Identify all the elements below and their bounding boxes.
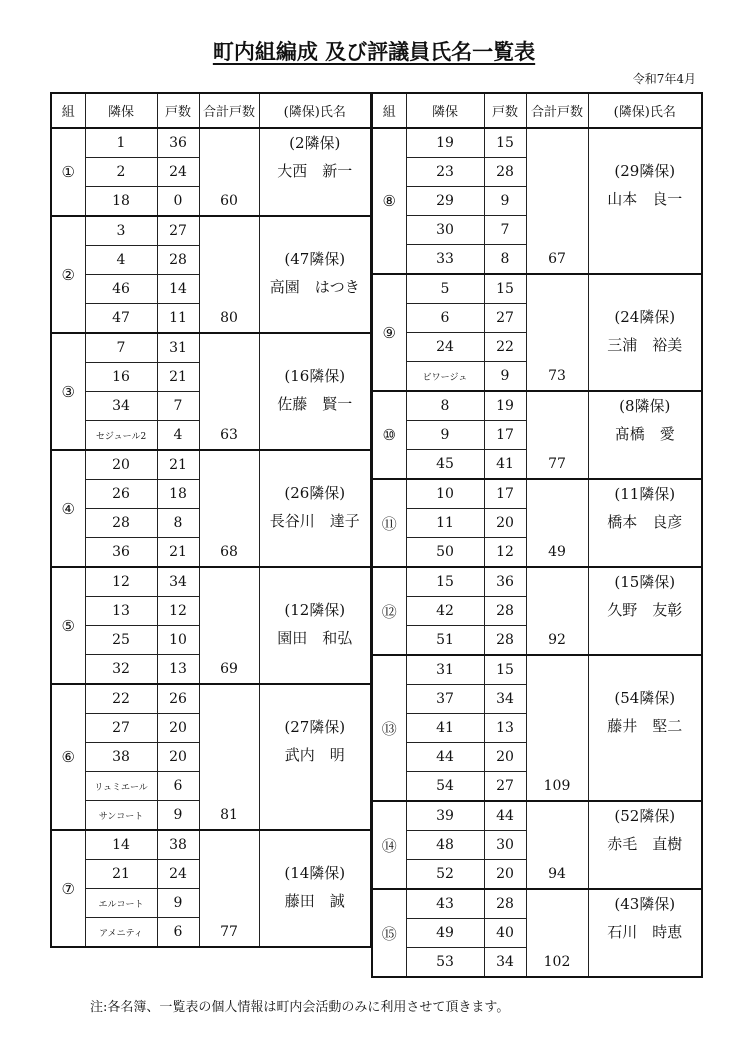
kosu-cell: 18 (157, 480, 199, 509)
kosu-cell: 31 (157, 333, 199, 363)
table-row (51, 333, 371, 363)
total-value: 102 (543, 954, 571, 970)
table-row (51, 450, 371, 480)
kosu-cell: 21 (157, 450, 199, 480)
kosu-cell: 34 (484, 685, 526, 714)
kumi-number: ② (51, 216, 85, 333)
representative-name: 久野 友彰 (607, 601, 683, 619)
total-value: 49 (548, 544, 566, 560)
kosu-cell: 12 (157, 597, 199, 626)
rinpo-cell: 24 (406, 333, 484, 362)
rinpo-cell: 42 (406, 597, 484, 626)
rinpo-cell: 21 (85, 860, 157, 889)
representative-rinpo: (8隣保) (619, 397, 671, 415)
table-row (51, 567, 371, 597)
date-label: 令和7年4月 (632, 72, 696, 86)
representative-name: 武内 明 (284, 746, 345, 764)
rinpo-cell: 29 (406, 187, 484, 216)
representative-cell (259, 333, 371, 450)
kosu-cell: 30 (484, 831, 526, 860)
representative-rinpo: (27隣保) (284, 718, 346, 736)
table-row (51, 216, 371, 246)
kosu-cell: 38 (157, 830, 199, 860)
kumi-number: ③ (51, 333, 85, 450)
total-cell (199, 128, 259, 216)
kosu-cell: 17 (484, 421, 526, 450)
total-cell (526, 801, 588, 889)
representative-name: 長谷川 達子 (269, 512, 360, 530)
representative-cell (588, 567, 702, 655)
rinpo-cell: 39 (406, 801, 484, 831)
total-cell (526, 567, 588, 655)
kosu-cell: 19 (484, 391, 526, 421)
rinpo-cell: 14 (85, 830, 157, 860)
rinpo-cell: 5 (406, 274, 484, 304)
header-name: (隣保)氏名 (259, 93, 371, 128)
rinpo-cell: 1 (85, 128, 157, 158)
rinpo-cell: 32 (85, 655, 157, 685)
rinpo-cell: 47 (85, 304, 157, 334)
kosu-cell: 0 (157, 187, 199, 217)
representative-name: 山本 良一 (607, 190, 683, 208)
total-cell (526, 655, 588, 801)
rinpo-cell: 10 (406, 479, 484, 509)
representative-rinpo: (24隣保) (614, 308, 676, 326)
rinpo-cell: 20 (85, 450, 157, 480)
table-row (372, 655, 702, 685)
header-total: 合計戸数 (199, 93, 259, 128)
rinpo-cell: ビワージュ (406, 362, 484, 392)
kosu-cell: 6 (157, 772, 199, 801)
kosu-cell: 6 (157, 918, 199, 948)
total-value: 94 (548, 866, 566, 882)
total-value: 60 (220, 193, 238, 209)
total-cell (199, 830, 259, 947)
rinpo-cell: 13 (85, 597, 157, 626)
kumi-number: ⑤ (51, 567, 85, 684)
rinpo-cell: 30 (406, 216, 484, 245)
header-rinpo: 隣保 (85, 93, 157, 128)
kosu-cell: 27 (484, 304, 526, 333)
kosu-cell: 8 (157, 509, 199, 538)
rinpo-cell: 3 (85, 216, 157, 246)
representative-rinpo: (15隣保) (614, 573, 676, 591)
header-name: (隣保)氏名 (588, 93, 702, 128)
representative-cell (588, 274, 702, 391)
rinpo-cell: 41 (406, 714, 484, 743)
rinpo-cell: 45 (406, 450, 484, 480)
rinpo-cell: 7 (85, 333, 157, 363)
kosu-cell: 41 (484, 450, 526, 480)
total-cell (526, 128, 588, 274)
representative-cell (259, 128, 371, 216)
rinpo-cell: 26 (85, 480, 157, 509)
rinpo-cell: 4 (85, 246, 157, 275)
representative-name: 佐藤 賢一 (277, 395, 353, 413)
representative-name: 高園 はつき (269, 278, 360, 296)
kosu-cell: 20 (484, 509, 526, 538)
rinpo-cell: 18 (85, 187, 157, 217)
header-kosu: 戸数 (484, 93, 526, 128)
kosu-cell: 24 (157, 158, 199, 187)
kosu-cell: 21 (157, 363, 199, 392)
rinpo-cell: エルコート (85, 889, 157, 918)
rinpo-cell: 2 (85, 158, 157, 187)
total-value: 73 (548, 368, 566, 384)
kosu-cell: 8 (484, 245, 526, 275)
total-cell (199, 216, 259, 333)
rinpo-cell: 46 (85, 275, 157, 304)
rinpo-cell: 15 (406, 567, 484, 597)
rinpo-cell: 44 (406, 743, 484, 772)
total-cell (199, 567, 259, 684)
representative-name: 橋本 良彦 (607, 513, 683, 531)
kosu-cell: 27 (157, 216, 199, 246)
kosu-cell: 28 (484, 597, 526, 626)
representative-cell (259, 684, 371, 830)
representative-cell (588, 128, 702, 274)
total-cell (199, 450, 259, 567)
rinpo-cell: 25 (85, 626, 157, 655)
representative-rinpo: (2隣保) (289, 134, 341, 152)
rinpo-cell: 34 (85, 392, 157, 421)
representative-cell (588, 801, 702, 889)
rinpo-cell: 48 (406, 831, 484, 860)
kosu-cell: 9 (157, 801, 199, 831)
representative-cell (588, 391, 702, 479)
total-value: 67 (548, 251, 566, 267)
kumi-number: ⑪ (372, 479, 406, 567)
total-value: 63 (220, 427, 238, 443)
kosu-cell: 9 (157, 889, 199, 918)
kosu-cell: 22 (484, 333, 526, 362)
total-value: 68 (220, 544, 238, 560)
table-row (51, 684, 371, 714)
kosu-cell: 20 (484, 860, 526, 890)
table-row (372, 567, 702, 597)
total-cell (199, 333, 259, 450)
representative-cell (588, 655, 702, 801)
rinpo-cell: 50 (406, 538, 484, 568)
kumi-number: ⑦ (51, 830, 85, 947)
representative-cell (259, 567, 371, 684)
kosu-cell: 7 (157, 392, 199, 421)
rinpo-cell: 43 (406, 889, 484, 919)
table-row (372, 479, 702, 509)
representative-cell (588, 479, 702, 567)
table-row (372, 889, 702, 919)
representative-rinpo: (29隣保) (614, 162, 676, 180)
rinpo-cell: 22 (85, 684, 157, 714)
representative-name: 大西 新一 (277, 162, 353, 180)
kosu-cell: 28 (484, 889, 526, 919)
representative-name: 髙橋 愛 (614, 425, 675, 443)
kosu-cell: 20 (157, 714, 199, 743)
rinpo-cell: 11 (406, 509, 484, 538)
representative-rinpo: (26隣保) (284, 484, 346, 502)
representative-rinpo: (11隣保) (614, 485, 676, 503)
representative-cell (259, 216, 371, 333)
total-cell (199, 684, 259, 830)
rinpo-cell: サンコート (85, 801, 157, 831)
kumi-number: ⑥ (51, 684, 85, 830)
kosu-cell: 15 (484, 274, 526, 304)
kumi-number: ⑩ (372, 391, 406, 479)
left-table (50, 92, 372, 948)
kosu-cell: 17 (484, 479, 526, 509)
rinpo-cell: 16 (85, 363, 157, 392)
header-total: 合計戸数 (526, 93, 588, 128)
kumi-number: ⑭ (372, 801, 406, 889)
kumi-number: ① (51, 128, 85, 216)
total-cell (526, 391, 588, 479)
kosu-cell: 36 (157, 128, 199, 158)
total-value: 81 (220, 807, 238, 823)
representative-rinpo: (14隣保) (284, 864, 346, 882)
kosu-cell: 11 (157, 304, 199, 334)
kumi-number: ⑫ (372, 567, 406, 655)
kosu-cell: 7 (484, 216, 526, 245)
representative-name: 赤毛 直樹 (607, 835, 683, 853)
kosu-cell: 26 (157, 684, 199, 714)
kosu-cell: 15 (484, 128, 526, 158)
kosu-cell: 13 (157, 655, 199, 685)
kosu-cell: 24 (157, 860, 199, 889)
rinpo-cell: 12 (85, 567, 157, 597)
kosu-cell: 15 (484, 655, 526, 685)
representative-cell (588, 889, 702, 977)
rinpo-cell: 36 (85, 538, 157, 568)
table-row (51, 830, 371, 860)
kosu-cell: 34 (484, 948, 526, 978)
representative-rinpo: (52隣保) (614, 807, 676, 825)
rinpo-cell: セジュール2 (85, 421, 157, 451)
kosu-cell: 28 (484, 158, 526, 187)
representative-cell (259, 830, 371, 947)
table-row (372, 801, 702, 831)
table-row (372, 391, 702, 421)
rinpo-cell: 31 (406, 655, 484, 685)
kosu-cell: 4 (157, 421, 199, 451)
total-value: 77 (548, 456, 566, 472)
kosu-cell: 14 (157, 275, 199, 304)
representative-name: 藤田 誠 (284, 892, 345, 910)
total-cell (526, 889, 588, 977)
kosu-cell: 20 (157, 743, 199, 772)
header-kumi: 組 (51, 93, 85, 128)
kosu-cell: 12 (484, 538, 526, 568)
rinpo-cell: 54 (406, 772, 484, 802)
kosu-cell: 9 (484, 187, 526, 216)
rinpo-cell: リュミエール (85, 772, 157, 801)
representative-rinpo: (43隣保) (614, 895, 676, 913)
kumi-number: ⑬ (372, 655, 406, 801)
header-rinpo: 隣保 (406, 93, 484, 128)
rinpo-cell: アメニティ (85, 918, 157, 948)
kumi-number: ⑨ (372, 274, 406, 391)
kosu-cell: 44 (484, 801, 526, 831)
kosu-cell: 40 (484, 919, 526, 948)
rinpo-cell: 19 (406, 128, 484, 158)
representative-rinpo: (54隣保) (614, 689, 676, 707)
kosu-cell: 20 (484, 743, 526, 772)
rinpo-cell: 28 (85, 509, 157, 538)
representative-name: 三浦 裕美 (607, 336, 683, 354)
rinpo-cell: 23 (406, 158, 484, 187)
kosu-cell: 21 (157, 538, 199, 568)
header-kumi: 組 (372, 93, 406, 128)
rinpo-cell: 9 (406, 421, 484, 450)
kosu-cell: 28 (157, 246, 199, 275)
rinpo-cell: 27 (85, 714, 157, 743)
kumi-number: ④ (51, 450, 85, 567)
representative-rinpo: (12隣保) (284, 601, 346, 619)
representative-rinpo: (47隣保) (284, 250, 346, 268)
kosu-cell: 27 (484, 772, 526, 802)
kosu-cell: 13 (484, 714, 526, 743)
privacy-note: 注:各名簿、一覧表の個人情報は町内会活動のみに利用させて頂きます。 (90, 1000, 510, 1015)
table-row (372, 274, 702, 304)
kosu-cell: 34 (157, 567, 199, 597)
kosu-cell: 10 (157, 626, 199, 655)
total-value: 80 (220, 310, 238, 326)
representative-rinpo: (16隣保) (284, 367, 346, 385)
right-table (371, 92, 703, 978)
rinpo-cell: 51 (406, 626, 484, 656)
total-value: 109 (543, 778, 571, 794)
total-cell (526, 479, 588, 567)
rinpo-cell: 33 (406, 245, 484, 275)
rinpo-cell: 6 (406, 304, 484, 333)
total-cell (526, 274, 588, 391)
rinpo-cell: 8 (406, 391, 484, 421)
kosu-cell: 28 (484, 626, 526, 656)
representative-name: 藤井 堅二 (607, 717, 683, 735)
kosu-cell: 9 (484, 362, 526, 392)
table-row (51, 128, 371, 158)
total-value: 69 (220, 661, 238, 677)
rinpo-cell: 38 (85, 743, 157, 772)
rinpo-cell: 52 (406, 860, 484, 890)
total-value: 92 (548, 632, 566, 648)
kosu-cell: 36 (484, 567, 526, 597)
table-row (372, 128, 702, 158)
kumi-number: ⑮ (372, 889, 406, 977)
rinpo-cell: 37 (406, 685, 484, 714)
rinpo-cell: 53 (406, 948, 484, 978)
kumi-number: ⑧ (372, 128, 406, 274)
header-kosu: 戸数 (157, 93, 199, 128)
page-title: 町内組編成 及び評議員氏名一覧表 (212, 39, 536, 64)
representative-name: 石川 時恵 (607, 923, 683, 941)
representative-cell (259, 450, 371, 567)
total-value: 77 (220, 924, 238, 940)
representative-name: 園田 和弘 (277, 629, 353, 647)
rinpo-cell: 49 (406, 919, 484, 948)
